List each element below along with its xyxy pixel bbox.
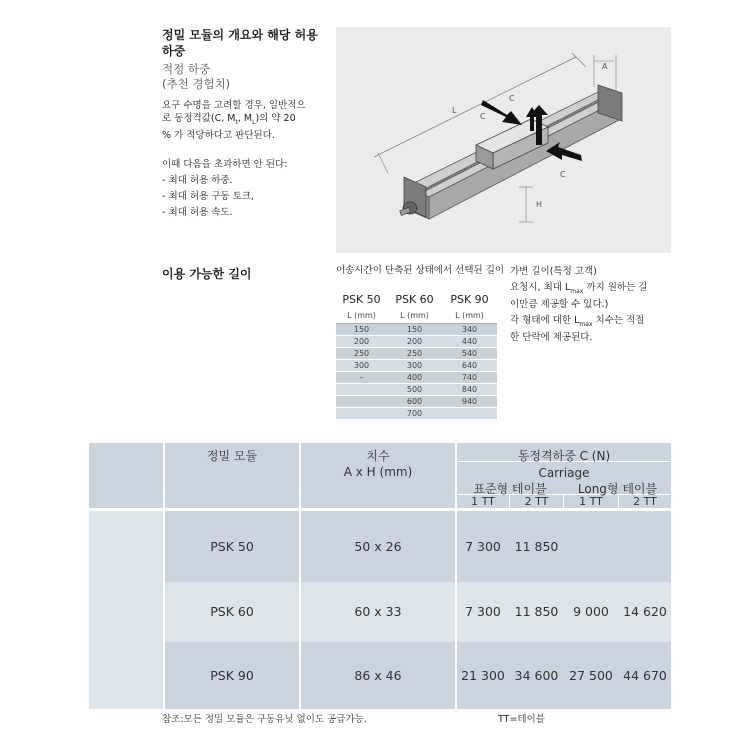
dim-label-a: A	[602, 62, 608, 71]
cell-value: 21 300	[461, 668, 505, 683]
cell-module: PSK 50	[210, 539, 254, 554]
variable-length-title: 가변 길이(특정 고객)	[510, 266, 597, 277]
variable-length-text2: 각 형태에 대한 $L_{max}$ 치수는 적절	[510, 314, 645, 328]
length-header: PSK 60	[387, 292, 442, 307]
cell-dimension: 60 x 33	[354, 604, 402, 619]
cell-value: 34 600	[514, 668, 559, 683]
length-cell: 300	[387, 360, 442, 372]
cell-dimension: 86 x 46	[354, 668, 402, 683]
subtitle-line-2: (추천 경험치)	[162, 77, 231, 91]
header-standard-table: 표준형 테이블	[473, 482, 547, 496]
length-cell: 150	[387, 324, 442, 336]
length-cell: 540	[442, 348, 497, 360]
subtitle-recommended-load	[162, 62, 230, 92]
section-title-lengths: 이용 가능한 길이	[162, 267, 252, 281]
table-left-column	[89, 511, 163, 709]
header-dimension-unit: A x H (mm)	[343, 465, 413, 479]
length-cell: 200	[387, 336, 442, 348]
cell-dimension: 50 x 26	[354, 539, 402, 554]
length-unit: L (mm)	[336, 307, 387, 324]
paragraph-life	[162, 99, 334, 142]
variable-length-text1b: 이만큼 제공할 수 있다.)	[510, 298, 609, 310]
length-cell: 400	[387, 372, 442, 384]
dim-label-l: L	[452, 106, 457, 115]
bullet-item: - 최대 허용 속도.	[162, 207, 233, 218]
cell-value: 7 300	[465, 604, 501, 619]
length-cell: 740	[442, 372, 497, 384]
length-cell: 150	[336, 324, 387, 336]
footnote-tt: TT=테이블	[498, 714, 545, 725]
length-cell: 200	[336, 336, 387, 348]
cell-value: 11 850	[514, 604, 559, 619]
length-table	[336, 292, 497, 420]
header-tt: 2 TT	[633, 495, 657, 508]
length-table-title: 이송시간이 단축된 상태에서 선택된 길이	[336, 265, 505, 276]
length-cell: 940	[442, 396, 497, 408]
cell-value: 44 670	[623, 668, 667, 683]
length-unit: L (mm)	[442, 307, 497, 324]
subtitle-line-1: 적정 하중	[162, 62, 211, 76]
section-title-overview: 정밀 모듈의 개요와 해당 허용 하중	[162, 28, 318, 58]
length-cell: 640	[442, 360, 497, 372]
bullet-item: - 최대 허용 하중.	[162, 175, 233, 186]
length-cell: 250	[336, 348, 387, 360]
length-cell: 300	[336, 360, 387, 372]
length-cell: 500	[387, 384, 442, 396]
length-unit: L (mm)	[387, 307, 442, 324]
para-line: % 가 적당하다고 판단된다.	[162, 129, 275, 141]
length-cell: 700	[387, 408, 442, 420]
dim-label-h: H	[536, 200, 543, 209]
variable-length-text1: 요청시, 최대 $L_{max}$ 까지 원하는 길	[510, 282, 648, 295]
variable-length-block	[510, 265, 675, 344]
length-cell	[336, 396, 387, 408]
module-illustration	[336, 27, 671, 253]
length-cell: –	[336, 372, 387, 384]
para-line: 요구 수명을 고려할 경우, 일반적으	[162, 100, 306, 111]
header-module: 정밀 모듈	[206, 449, 258, 463]
length-header: PSK 50	[336, 292, 387, 307]
cell-value: 7 300	[465, 539, 501, 554]
length-cell: 340	[442, 324, 497, 336]
cell-value: 14 620	[623, 604, 667, 619]
header-tt: 1 TT	[471, 495, 495, 508]
header-tt: 1 TT	[579, 495, 603, 508]
header-load-rating: 동정격하중 C (N)	[517, 449, 611, 463]
load-label-c2: C	[480, 112, 486, 121]
load-label-c3: C	[560, 170, 566, 179]
header-dimension: 치수	[366, 449, 390, 463]
para-line: 로 동정격값(C, $M_t$, $M_L$)의 약 20	[162, 113, 296, 126]
load-rating-table	[89, 443, 671, 709]
footnote: 참조:모든 정밀 모듈은 구동유닛 없이도 공급가능.	[162, 714, 367, 725]
cell-value: 9 000	[573, 604, 609, 619]
bullet-item: - 최대 허용 구동 토크,	[162, 191, 254, 202]
cell-value: 11 850	[514, 539, 559, 554]
cell-module: PSK 60	[210, 604, 254, 619]
header-long-table: Long형 테이블	[577, 482, 658, 496]
length-cell: 840	[442, 384, 497, 396]
load-label-c1: C	[509, 94, 515, 103]
paragraph-limits	[162, 157, 334, 221]
variable-length-text2b: 한 단락에 제공된다.	[510, 331, 593, 343]
header-carriage: Carriage	[538, 466, 590, 480]
length-cell	[336, 408, 387, 420]
header-tt: 2 TT	[524, 495, 549, 508]
length-header: PSK 90	[442, 292, 497, 307]
length-cell: 250	[387, 348, 442, 360]
length-cell: 440	[442, 336, 497, 348]
linear-module-drawing	[336, 27, 671, 253]
length-cell	[336, 384, 387, 396]
length-cell	[442, 408, 497, 420]
cell-module: PSK 90	[210, 668, 254, 683]
length-cell: 600	[387, 396, 442, 408]
para-intro: 이때 다음을 초과하면 안 된다:	[162, 159, 288, 170]
cell-value: 27 500	[569, 668, 613, 683]
